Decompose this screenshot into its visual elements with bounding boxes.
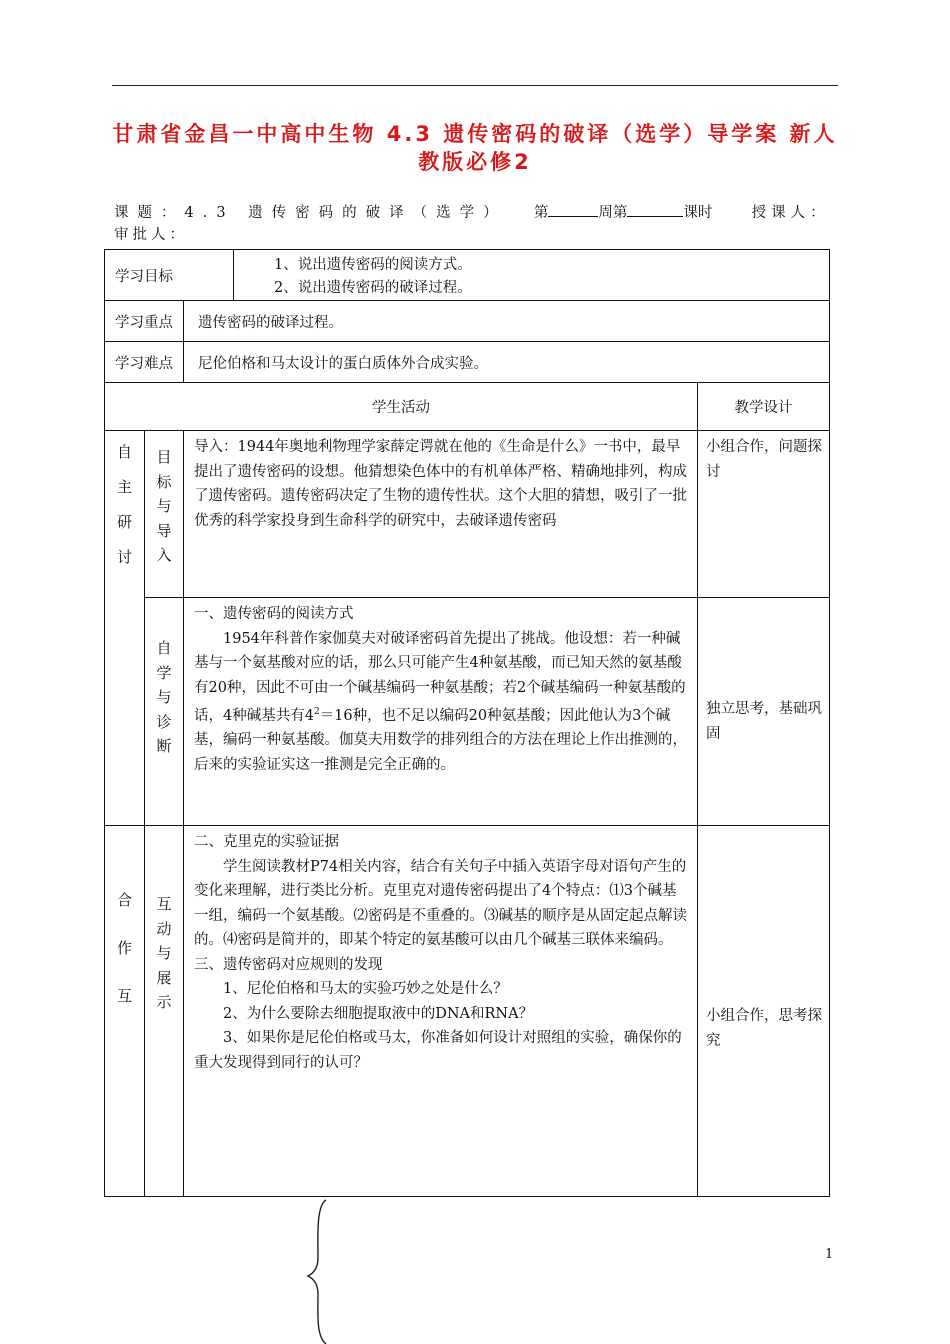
- goal-item: 2、说出遗传密码的破译过程。: [274, 280, 472, 296]
- lesson-plan-table: [104, 249, 830, 1197]
- reading-text-b: ＝16种，也不足以编码20种氨基酸；因此他认为3个碱基，编码一种氨基酸。伽莫夫用数学的排列组合的方法在理论上作出推测的，后来的实验证实这一推测是完全正确的。: [194, 707, 687, 773]
- key-label: 学习重点: [105, 301, 184, 342]
- period-blank: [627, 202, 683, 217]
- sub-goal-intro: [145, 431, 184, 598]
- reading-text-a: 1954年科普作家伽莫夫对破译密码首先提出了挑战。他设想：若一种碱基与一个氨基酸对应的话，那么只可能产生4种氨基酸，而已知天然的氨基酸有20种，因此不可由一个碱基编码一种氨基酸；若2个碱基编码一种氨基酸的话，4种碱基共有4: [194, 630, 686, 724]
- goal-item: 1、说出遗传密码的阅读方式。: [274, 257, 472, 273]
- design-header: 教学设计: [698, 383, 830, 431]
- activity-header: 学生活动: [105, 383, 698, 431]
- approver-label: 审批人：: [114, 227, 188, 243]
- section-cooperation-label: 合作互: [116, 891, 132, 1005]
- design-group-explore: 小组合作，思考探究: [698, 826, 830, 1197]
- section-self-study-label: 自主研讨: [116, 443, 132, 566]
- lesson-info-line: [114, 202, 844, 223]
- design-independent: 独立思考，基础巩固: [698, 598, 830, 826]
- section-cooperation: [105, 826, 145, 1197]
- key-text: 遗传密码的破译过程。: [184, 301, 830, 342]
- document-title: 甘肃省金昌一中高中生物 4.3 遗传密码的破译（选学）导学案 新人教版必修2: [112, 122, 838, 174]
- reading-sup: 2: [313, 707, 320, 717]
- goals-cell: [234, 250, 830, 301]
- teacher-label: 授课人：: [751, 205, 830, 221]
- rules-title: 三、遗传密码对应规则的发现: [194, 956, 383, 973]
- sub-self-diagnosis-label: 自学与诊断: [156, 639, 172, 755]
- week-prefix: 第: [533, 205, 549, 221]
- page-number: 1: [825, 1247, 834, 1262]
- header-rule: [112, 85, 838, 86]
- goals-label: 学习目标: [105, 250, 234, 301]
- brace-mark: [296, 1198, 346, 1344]
- sub-goal-intro-label: 目标与导入: [156, 448, 172, 564]
- crick-text: 学生阅读教材P74相关内容，结合有关句子中插入英语字母对语句产生的变化来理解，进行类比分析。克里克对遗传密码提出了4个特点：⑴3个碱基一组，编码一个氨基酸。⑵密码是不重叠的。⑶碱基的顺序是从固定起点解读的。⑷密码是简并的，即某个特定的氨基酸可以由几个碱基三联体来编码。: [194, 858, 687, 948]
- week-suffix: 周第: [598, 205, 628, 221]
- question-1: 1、尼伦伯格和马太的实验巧妙之处是什么？: [223, 981, 508, 997]
- difficulty-text: 尼伦伯格和马太设计的蛋白质体外合成实验。: [184, 342, 830, 383]
- difficulty-label: 学习难点: [105, 342, 184, 383]
- question-3: 3、如果你是尼伦伯格或马太，你准备如何设计对照组的实验，确保你的重大发现得到同行的认可？: [194, 1030, 682, 1071]
- week-blank: [548, 202, 598, 217]
- crick-title: 二、克里克的实验证据: [194, 834, 339, 850]
- period-suffix: 课时: [683, 205, 713, 221]
- reading-section: [184, 598, 698, 826]
- reading-title: 一、遗传密码的阅读方式: [194, 606, 354, 622]
- crick-section: [184, 826, 698, 1197]
- lesson-label: 课题：4.3 遗传密码的破译（选学）: [114, 205, 507, 221]
- sub-self-diagnosis: [145, 598, 184, 826]
- design-group-discuss: 小组合作，问题探讨: [698, 431, 830, 598]
- sub-interaction: [145, 826, 184, 1197]
- section-self-study: [105, 431, 145, 826]
- intro-text: 导入：1944年奥地利物理学家薛定谔就在他的《生命是什么》一书中，最早提出了遗传密码的设想。他猜想染色体中的有机单体严格、精确地排列，构成了遗传密码。遗传密码决定了生物的遗传性状。这个大胆的猜想，吸引了一批优秀的科学家投身到生命科学的研究中，去破译遗传密码: [184, 431, 698, 598]
- sub-interaction-label: 互动与展示: [156, 895, 172, 1011]
- question-2: 2、为什么要除去细胞提取液中的DNA和RNA？: [223, 1005, 534, 1022]
- reading-text: [194, 627, 689, 778]
